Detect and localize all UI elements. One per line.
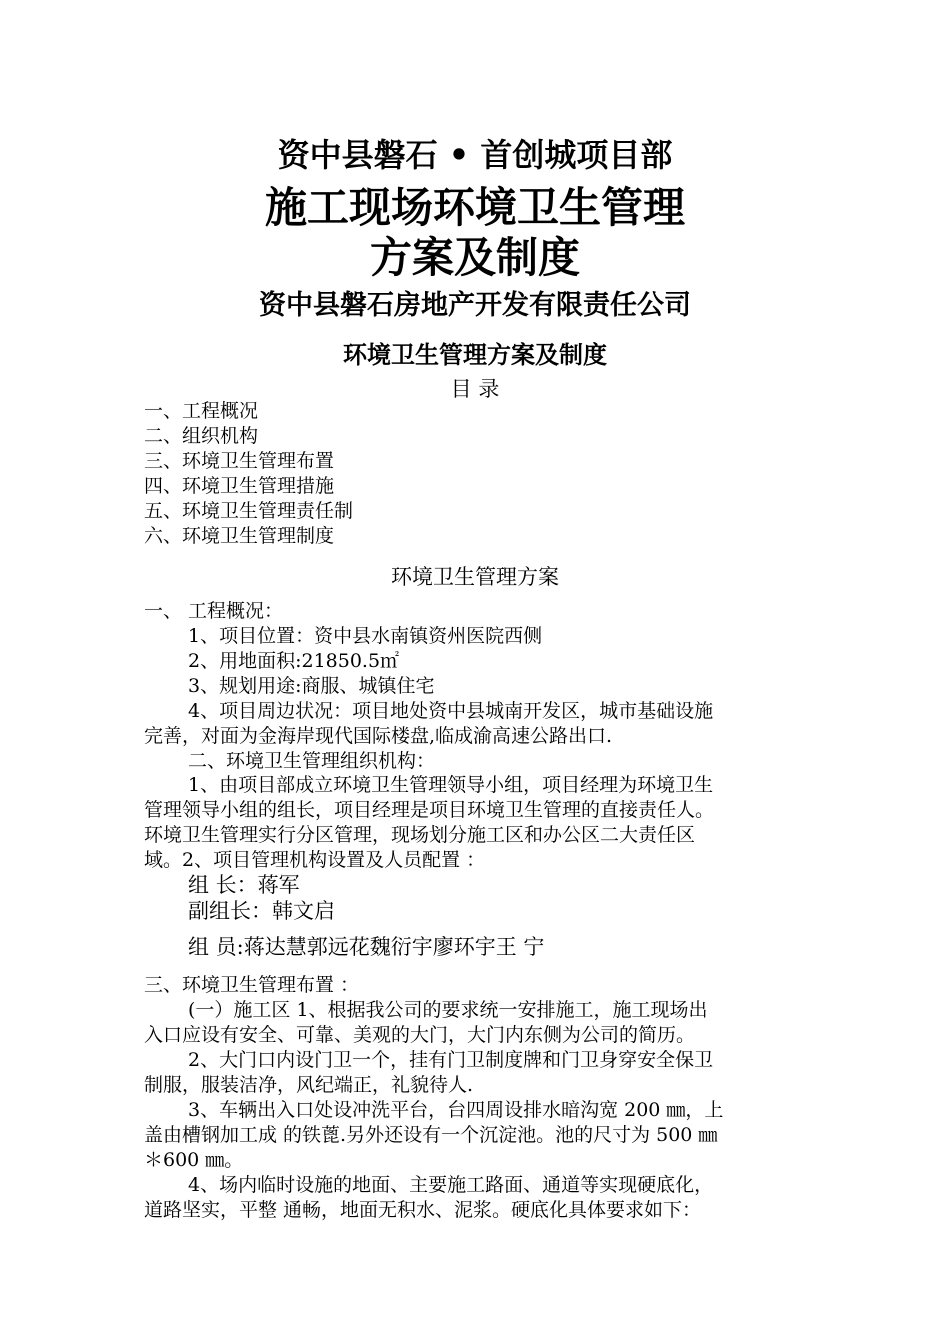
paragraph-line: 完善，对面为金海岸现代国际楼盘,临成渝高速公路出口. [144,725,613,747]
paragraph-line: 道路坚实，平整 通畅，地面无积水、泥浆。硬底化具体要求如下： [144,1199,702,1221]
main-title-line-1: 施工现场环境卫生管理 [264,183,685,232]
paragraph-line: 4、项目周边状况：项目地处资中县城南开发区，城市基础设施 [188,700,714,722]
paragraph-line: 2、用地面积:21850.5㎡ [188,650,400,672]
paragraph-line: 1、项目位置：资中县水南镇资州医院西侧 [188,625,543,647]
toc-item: 五、环境卫生管理责任制 [144,500,354,522]
paragraph-line: 4、场内临时设施的地面、主要施工路面、通道等实现硬底化， [188,1174,714,1196]
toc-item: 六、环境卫生管理制度 [144,525,335,547]
paragraph-line: 盖由槽钢加工成 的铁蓖.另外还设有一个沉淀池。池的尺寸为 500 ㎜ [144,1124,718,1146]
section-3-heading: 三、环境卫生管理布置 ： [144,974,360,996]
company-name: 资中县磐石房地产开发有限责任公司 [259,290,691,321]
staff-members: 组 员:蒋达慧郭远花魏衍宇廖环宇王 宁 [188,935,545,959]
section-1-heading: 一、 工程概况： [144,600,284,622]
paragraph-line: 环境卫生管理实行分区管理，现场划分施工区和办公区二大责任区 [144,824,696,846]
paragraph-line: 2、大门口内设门卫一个，挂有门卫制度牌和门卫身穿安全保卫 [188,1049,714,1071]
paragraph-line: 管理领导小组的组长，项目经理是项目环境卫生管理的直接责任人。 [144,799,715,821]
toc-item: 一、工程概况 [144,400,259,422]
paragraph-line: 制服，服装洁净，风纪端正，礼貌待人. [144,1074,474,1096]
paragraph-line: ＊600 ㎜。 [144,1149,244,1171]
paragraph-line: 3、规划用途:商服、城镇住宅 [188,675,435,697]
staff-leader: 组 长：蒋军 [188,873,300,897]
toc-item: 二、组织机构 [144,425,259,447]
section-title: 环境卫生管理方案 [391,565,559,589]
paragraph-line: 1、由项目部成立环境卫生管理领导小组，项目经理为环境卫生 [188,774,714,796]
project-title: 资中县磐石 • 首创城项目部 [277,136,673,174]
staff-deputy: 副组长：韩文启 [188,899,335,923]
toc-item: 三、环境卫生管理布置 [144,450,335,472]
paragraph-line: 域。2、项目管理机构设置及人员配置 ： [144,849,486,871]
paragraph-line: 入口应设有安全、可靠、美观的大门，大门内东侧为公司的简历。 [144,1024,696,1046]
section-2-heading: 二、环境卫生管理组织机构： [188,750,436,772]
toc-item: 四、环境卫生管理措施 [144,475,335,497]
toc-heading: 目 录 [450,377,500,401]
paragraph-line: (一）施工区 1、根据我公司的要求统一安排施工，施工现场出 [188,999,708,1021]
document-subtitle: 环境卫生管理方案及制度 [343,341,607,369]
main-title-line-2: 方案及制度 [369,233,580,282]
paragraph-line: 3、车辆出入口处设冲洗平台，台四周设排水暗沟宽 200 ㎜，上 [188,1099,724,1121]
